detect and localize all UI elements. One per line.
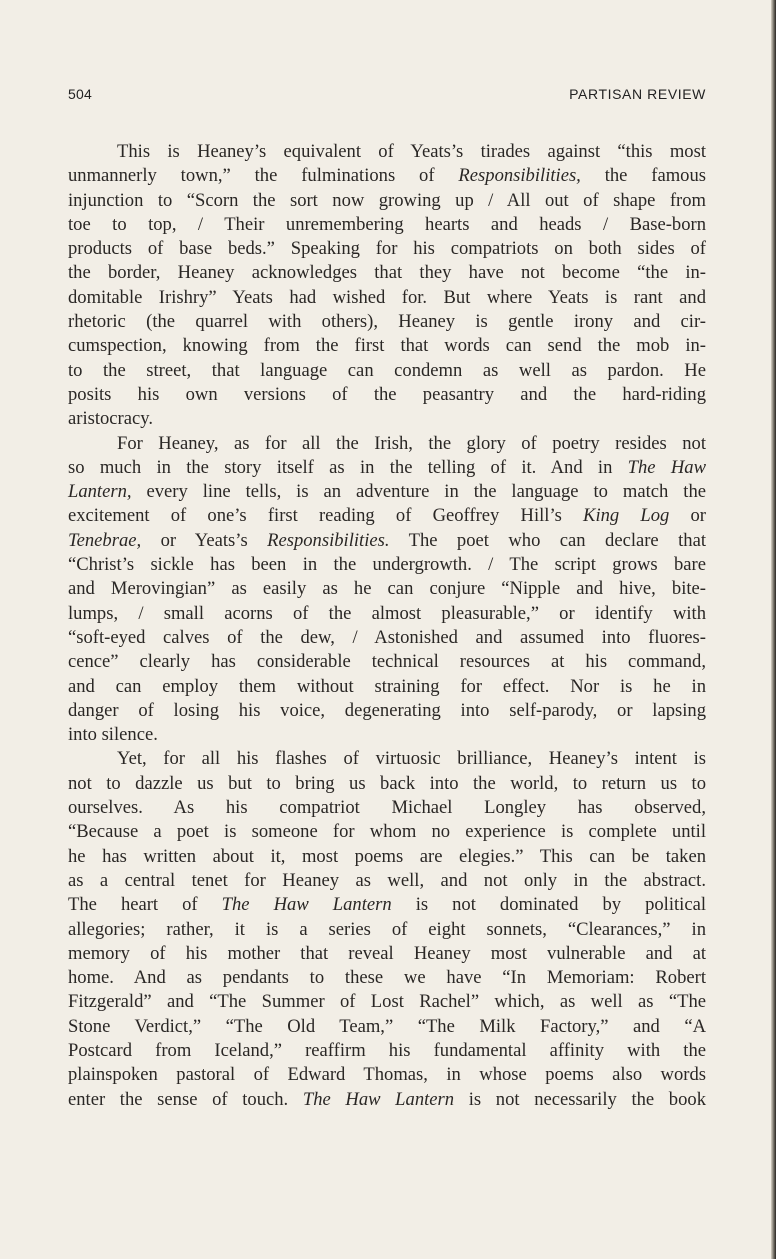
italic-title: Responsibilities. [267,529,390,551]
text-line: home. And as pendants to these we have “In Memoriam: Robert [68,967,706,989]
text-line: excitement of one’s first reading of Geoffrey Hill’s King Log or [68,505,706,527]
page-edge-shadow [771,0,776,1259]
text-line: toe to top, / Their unremembering hearts and heads / Base-born [68,213,706,235]
italic-title: Lantern, [68,481,132,503]
text-line: Tenebrae, or Yeats’s Responsibilities. The poet who can declare that [68,529,706,551]
text-line: to the street, that language can condemn as well as pardon. He [68,359,706,381]
paragraph [68,140,706,432]
text-line: he has written about it, most poems are elegies.” This can be taken [68,845,706,867]
text-line: and can employ them without straining for effect. Nor is he in [68,675,706,697]
text-line: cence” clearly has considerable technical resources at his command, [68,651,706,673]
italic-title: The Haw Lantern [221,894,392,916]
text-line: cumspection, knowing from the first that words can send the mob in- [68,335,706,357]
text-line: For Heaney, as for all the Irish, the glory of poetry resides not [117,432,706,454]
italic-title: King Log [583,505,670,527]
text-line: memory of his mother that reveal Heaney most vulnerable and at [68,942,706,964]
text-line: into silence. [68,724,158,746]
text-line: “Christ’s sickle has been in the undergrowth. / The script grows bare [68,554,706,576]
text-line: injunction to “Scorn the sort now growing up / All out of shape from [68,189,706,211]
running-head [68,86,706,106]
text-line: Lantern, every line tells, is an adventure in the language to match the [68,481,706,503]
text-line: as a central tenet for Heaney as well, and not only in the abstract. [68,869,706,891]
text-line: Stone Verdict,” “The Old Team,” “The Milk Factory,” and “A [68,1015,706,1037]
text-line: aristocracy. [68,408,153,430]
paragraph [68,432,706,748]
italic-title: Tenebrae, [68,529,142,551]
text-line: Fitzgerald” and “The Summer of Lost Rachel” which, as well as “The [68,991,706,1013]
text-line: enter the sense of touch. The Haw Lantern is not necessarily the book [68,1088,706,1110]
text-line: and Merovingian” as easily as he can conjure “Nipple and hive, bite- [68,578,706,600]
page-number: 504 [68,86,92,102]
text-line: “soft-eyed calves of the dew, / Astonished and assumed into fluores- [68,626,706,648]
text-line: The heart of The Haw Lantern is not dominated by political [68,894,707,916]
text-line: This is Heaney’s equivalent of Yeats’s tirades against “this most [117,141,706,162]
text-line: unmannerly town,” the fulminations of Responsibilities, the famous [68,165,707,187]
text-line: danger of losing his voice, degenerating into self-parody, or lapsing [68,699,706,721]
text-line: domitable Irishry” Yeats had wished for. But where Yeats is rant and [68,286,706,308]
text-line: rhetoric (the quarrel with others), Heaney is gentle irony and cir- [68,311,706,333]
text-line: ourselves. As his compatriot Michael Longley has observed, [68,797,706,819]
text-line: Postcard from Iceland,” reaffirm his fundamental affinity with the [68,1039,706,1061]
body-text [68,140,706,1112]
italic-title: The Haw Lantern [302,1088,455,1110]
italic-title: The Haw [627,456,706,478]
journal-title: PARTISAN REVIEW [569,86,706,102]
text-line: Yet, for all his flashes of virtuosic brilliance, Heaney’s intent is [117,748,706,770]
paragraph [68,747,706,1111]
text-line: products of base beds.” Speaking for his compatriots on both sides of [68,238,706,260]
text-line: not to dazzle us but to bring us back into the world, to return us to [68,772,706,794]
text-line: so much in the story itself as in the telling of it. And in The Haw [68,456,706,478]
text-line: plainspoken pastoral of Edward Thomas, in whose poems also words [68,1064,706,1086]
text-line: allegories; rather, it is a series of eight sonnets, “Clearances,” in [68,918,706,940]
italic-title: Responsibilities, [458,165,581,187]
text-line: lumps, / small acorns of the almost pleasurable,” or identify with [68,602,706,624]
text-line: posits his own versions of the peasantry and the hard-riding [68,383,706,405]
text-line: “Because a poet is someone for whom no experience is complete until [68,821,706,843]
text-line: the border, Heaney acknowledges that they have not become “the in- [68,262,706,284]
